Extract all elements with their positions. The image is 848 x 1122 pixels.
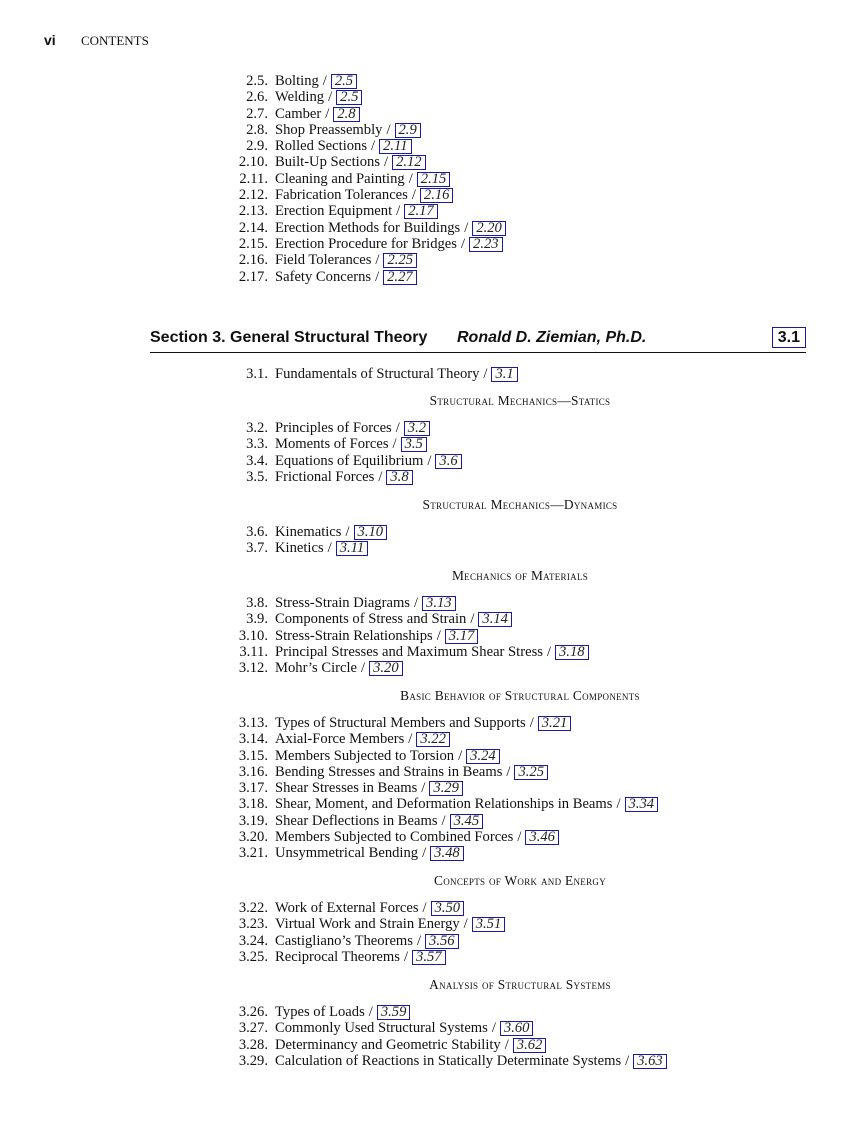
entry-number: 3.29.	[238, 1052, 268, 1069]
page-link[interactable]: 2.16	[420, 188, 454, 203]
entry-title: Erection Procedure for Bridges	[275, 235, 457, 252]
page-link[interactable]: 2.11	[379, 139, 411, 154]
page-link[interactable]: 2.8	[333, 107, 359, 122]
group-list-materials	[228, 595, 589, 676]
entry-number: 2.12.	[238, 187, 268, 204]
entry-title: Castigliano’s Theorems	[275, 932, 413, 949]
page-link[interactable]: 3.56	[425, 934, 459, 949]
page-link[interactable]: 3.14	[478, 612, 512, 627]
toc-entry	[228, 106, 506, 122]
entry-number: 3.15.	[238, 747, 268, 764]
page-link[interactable]: 3.2	[404, 421, 430, 436]
page-link[interactable]: 3.50	[431, 901, 465, 916]
page-link[interactable]: 2.17	[404, 204, 438, 219]
entry-title: Bending Stresses and Strains in Beams	[275, 763, 503, 780]
page-link[interactable]: 3.10	[354, 525, 388, 540]
page-link[interactable]: 3.20	[369, 661, 403, 676]
toc-entry	[228, 796, 658, 812]
separator: /	[616, 796, 621, 813]
running-title: CONTENTS	[80, 33, 149, 48]
toc-entry	[228, 89, 506, 105]
toc-entry	[228, 780, 658, 796]
entry-title: Erection Methods for Buildings	[275, 219, 461, 236]
entry-title: Principal Stresses and Maximum Shear Stress	[275, 643, 543, 660]
separator: /	[345, 524, 350, 540]
entry-title: Types of Loads	[275, 1004, 365, 1020]
entry-title: Fabrication Tolerances	[275, 187, 408, 204]
entry-number: 2.15.	[238, 235, 268, 252]
running-head	[44, 32, 149, 49]
page-link[interactable]: 3.51	[472, 917, 506, 932]
page-link[interactable]: 3.63	[633, 1054, 667, 1069]
page-link[interactable]: 3.60	[500, 1021, 534, 1036]
page-link[interactable]: 3.62	[513, 1038, 547, 1053]
separator: /	[529, 715, 534, 731]
page-link[interactable]: 3.18	[555, 645, 589, 660]
entry-number: 3.17.	[238, 780, 268, 797]
toc-entry	[228, 366, 518, 382]
separator: /	[464, 219, 469, 236]
entry-title: Stress-Strain Relationships	[275, 627, 433, 644]
entry-number: 3.28.	[238, 1036, 268, 1053]
separator: /	[504, 1036, 509, 1053]
separator: /	[517, 829, 522, 846]
page-link[interactable]: 3.22	[416, 732, 450, 747]
toc-entry	[228, 715, 658, 731]
entry-number: 3.19.	[238, 812, 268, 829]
page-link[interactable]: 3.59	[377, 1005, 411, 1020]
entry-number: 2.13.	[238, 203, 268, 220]
separator: /	[427, 452, 432, 469]
group-list-dynamics	[228, 524, 387, 557]
entry-title: Components of Stress and Strain	[275, 611, 467, 628]
entry-number: 3.10.	[238, 627, 268, 644]
toc-entry	[228, 644, 589, 660]
entry-number: 2.6.	[246, 89, 268, 106]
separator: /	[416, 932, 422, 949]
toc-entry	[228, 900, 505, 916]
separator: /	[392, 436, 397, 453]
page-link[interactable]: 3.6	[435, 454, 461, 469]
toc-entry	[228, 252, 506, 268]
entry-number: 3.5.	[246, 468, 268, 485]
toc-entry	[228, 611, 589, 627]
toc-entry	[228, 524, 387, 540]
toc-entry	[228, 1053, 667, 1069]
toc-entry	[228, 813, 658, 829]
separator: /	[463, 916, 468, 933]
entry-title: Types of Structural Members and Supports	[275, 715, 526, 731]
entry-number: 3.20.	[238, 829, 268, 846]
entry-title: Commonly Used Structural Systems	[275, 1020, 488, 1037]
section2-list	[228, 73, 506, 285]
entry-number: 3.6.	[246, 524, 268, 540]
entry-title: Frictional Forces	[275, 468, 375, 485]
group-list-energy	[228, 900, 505, 965]
separator: /	[436, 627, 441, 644]
separator: /	[458, 747, 463, 764]
page-link[interactable]: 3.46	[525, 830, 559, 845]
entry-title: Bolting	[275, 73, 319, 89]
toc-entry	[228, 203, 506, 219]
entry-title: Equations of Equilibrium	[275, 452, 424, 469]
separator: /	[378, 468, 383, 485]
entry-title: Camber	[275, 105, 322, 122]
entry-number: 2.5.	[246, 73, 268, 89]
entry-title: Moments of Forces	[275, 436, 389, 453]
toc-entry	[228, 138, 506, 154]
entry-number: 3.16.	[238, 763, 268, 780]
toc-entry	[228, 540, 387, 556]
entry-number: 3.23.	[238, 916, 268, 933]
entry-title: Shear, Moment, and Deformation Relationships in Beams	[275, 796, 613, 813]
entry-title: Built-Up Sections	[275, 154, 380, 171]
entry-number: 3.18.	[238, 796, 268, 813]
page-link[interactable]: 3.17	[445, 629, 479, 644]
toc-entry	[228, 731, 658, 747]
page-link[interactable]: 3.8	[386, 470, 412, 485]
toc-entry	[228, 436, 462, 452]
entry-number: 3.13.	[238, 715, 268, 731]
entry-number: 3.14.	[238, 731, 268, 748]
entry-title: Axial-Force Members	[275, 731, 405, 748]
entry-title: Shear Deflections in Beams	[275, 812, 438, 829]
toc-entry	[228, 916, 505, 932]
entry-title: Welding	[275, 89, 325, 106]
toc-entry	[228, 73, 506, 89]
toc-entry	[228, 187, 506, 203]
entry-title: Unsymmetrical Bending	[275, 845, 419, 862]
group-list-behavior	[228, 715, 658, 862]
separator: /	[441, 812, 446, 829]
separator: /	[368, 1004, 373, 1020]
page-link[interactable]: 3.25	[514, 765, 548, 780]
section-title: Section 3. General Structural Theory	[150, 329, 428, 346]
entry-number: 2.17.	[238, 268, 268, 285]
entry-number: 3.26.	[238, 1004, 268, 1020]
entry-title: Fundamentals of Structural Theory	[275, 366, 480, 382]
section3-heading	[150, 326, 806, 353]
entry-number: 3.7.	[246, 540, 268, 557]
toc-entry	[228, 1004, 667, 1020]
separator: /	[403, 948, 409, 965]
entry-number: 3.21.	[238, 845, 268, 862]
group-heading: Analysis of Structural Systems	[429, 977, 611, 992]
separator: /	[384, 154, 389, 171]
entry-number: 3.9.	[246, 611, 268, 628]
page-link[interactable]: 2.12	[392, 155, 426, 170]
entry-number: 3.3.	[246, 436, 268, 453]
group-list-statics	[228, 420, 462, 485]
toc-entry	[228, 469, 462, 485]
separator: /	[396, 203, 401, 220]
entry-number: 3.2.	[246, 420, 268, 436]
toc-entry	[228, 220, 506, 236]
entry-number: 3.27.	[238, 1020, 268, 1037]
entry-number: 3.11.	[239, 643, 268, 660]
page-link[interactable]: 3.57	[412, 950, 446, 965]
entry-number: 3.4.	[246, 452, 268, 469]
page-link[interactable]: 3.24	[466, 749, 500, 764]
separator: /	[411, 187, 416, 204]
separator: /	[325, 105, 330, 122]
page-link[interactable]: 3.11	[336, 541, 368, 556]
entry-number: 2.7.	[246, 105, 268, 122]
separator: /	[422, 845, 427, 862]
page-link[interactable]: 2.27	[383, 270, 417, 285]
page-link[interactable]: 3.48	[430, 846, 464, 861]
page-folio: vi	[44, 32, 56, 48]
group-heading: Basic Behavior of Structural Components	[400, 688, 640, 703]
page-link[interactable]: 2.5	[331, 74, 357, 89]
separator: /	[506, 763, 511, 780]
toc-entry	[228, 628, 589, 644]
entry-number: 2.9.	[246, 138, 268, 155]
toc-entry	[228, 1037, 667, 1053]
page-link[interactable]: 3.29	[429, 781, 463, 796]
page-link[interactable]: 3.5	[401, 437, 427, 452]
page-link[interactable]: 2.20	[472, 221, 506, 236]
toc-entry	[228, 829, 658, 845]
separator: /	[386, 121, 391, 138]
separator: /	[625, 1052, 630, 1069]
entry-number: 3.22.	[238, 900, 268, 916]
entry-number: 3.8.	[246, 595, 268, 611]
page-link[interactable]: 2.5	[336, 90, 362, 105]
entry-number: 3.24.	[238, 932, 268, 949]
separator: /	[408, 170, 413, 187]
separator: /	[460, 235, 466, 252]
entry-number: 3.1.	[246, 366, 268, 382]
separator: /	[375, 268, 380, 285]
group-list-systems	[228, 1004, 667, 1069]
entry-title: Stress-Strain Diagrams	[275, 595, 410, 611]
toc-entry	[228, 154, 506, 170]
entry-title: Shop Preassembly	[275, 121, 383, 138]
separator: /	[327, 540, 332, 557]
page-link[interactable]: 2.23	[469, 237, 503, 252]
entry-number: 2.10.	[238, 154, 268, 171]
entry-title: Determinancy and Geometric Stability	[275, 1036, 501, 1053]
entry-title: Erection Equipment	[275, 203, 393, 220]
page-link[interactable]: 3.45	[450, 814, 484, 829]
entry-number: 2.14.	[238, 219, 268, 236]
separator: /	[371, 138, 376, 155]
toc-entry	[228, 122, 506, 138]
page-link[interactable]: 2.25	[383, 253, 417, 268]
toc-entry	[228, 171, 506, 187]
entry-title: Principles of Forces	[275, 420, 392, 436]
entry-title: Virtual Work and Strain Energy	[275, 916, 460, 933]
entry-number: 2.11.	[239, 170, 268, 187]
separator: /	[408, 731, 413, 748]
entry-title: Members Subjected to Torsion	[275, 747, 455, 764]
group-heading: Mechanics of Materials	[451, 568, 589, 583]
separator: /	[322, 73, 327, 89]
entry-title: Calculation of Reactions in Statically Determinate Systems	[275, 1052, 622, 1069]
toc-entry	[228, 660, 589, 676]
toc-entry	[228, 949, 505, 965]
page-link[interactable]: 3.13	[422, 596, 456, 611]
toc-entry	[228, 236, 506, 252]
page-link[interactable]: 3.21	[538, 716, 572, 731]
group-heading: Structural Mechanics—Dynamics	[422, 497, 618, 512]
entry-number: 3.25.	[238, 948, 268, 965]
group-heading: Concepts of Work and Energy	[433, 873, 606, 888]
group-heading: Structural Mechanics—Statics	[429, 393, 611, 408]
toc-entry	[228, 1020, 667, 1036]
toc-entry	[228, 269, 506, 285]
toc-entry	[228, 845, 658, 861]
section-page-link[interactable]: 3.1	[772, 327, 806, 348]
separator: /	[546, 643, 551, 660]
page-link[interactable]: 3.1	[491, 367, 517, 382]
entry-title: Rolled Sections	[275, 138, 368, 155]
separator: /	[422, 900, 427, 916]
toc-entry	[228, 420, 462, 436]
page-link[interactable]: 2.9	[395, 123, 421, 138]
entry-title: Reciprocal Theorems	[275, 948, 400, 965]
separator: /	[328, 89, 333, 106]
section3-intro	[228, 366, 518, 382]
toc-entry	[228, 748, 658, 764]
entry-number: 3.12.	[238, 660, 268, 677]
separator: /	[491, 1020, 496, 1037]
separator: /	[413, 595, 419, 611]
entry-title: Kinematics	[275, 524, 342, 540]
entry-title: Shear Stresses in Beams	[275, 780, 418, 797]
section-author: Ronald D. Ziemian, Ph.D.	[457, 329, 647, 346]
separator: /	[395, 420, 400, 436]
toc-entry	[228, 933, 505, 949]
entry-title: Safety Concerns	[275, 268, 372, 285]
separator: /	[361, 660, 366, 677]
separator: /	[375, 252, 380, 269]
entry-title: Field Tolerances	[275, 252, 372, 269]
toc-entry	[228, 595, 589, 611]
separator: /	[483, 366, 488, 382]
toc-entry	[228, 453, 462, 469]
separator: /	[421, 780, 426, 797]
entry-title: Kinetics	[275, 540, 324, 557]
page-link[interactable]: 3.34	[625, 797, 659, 812]
entry-title: Cleaning and Painting	[275, 170, 405, 187]
entry-title: Mohr’s Circle	[275, 660, 358, 677]
entry-title: Members Subjected to Combined Forces	[275, 829, 514, 846]
entry-number: 2.8.	[246, 121, 268, 138]
entry-title: Work of External Forces	[275, 900, 419, 916]
separator: /	[470, 611, 475, 628]
toc-entry	[228, 764, 658, 780]
entry-number: 2.16.	[238, 252, 268, 269]
page-link[interactable]: 2.15	[417, 172, 451, 187]
